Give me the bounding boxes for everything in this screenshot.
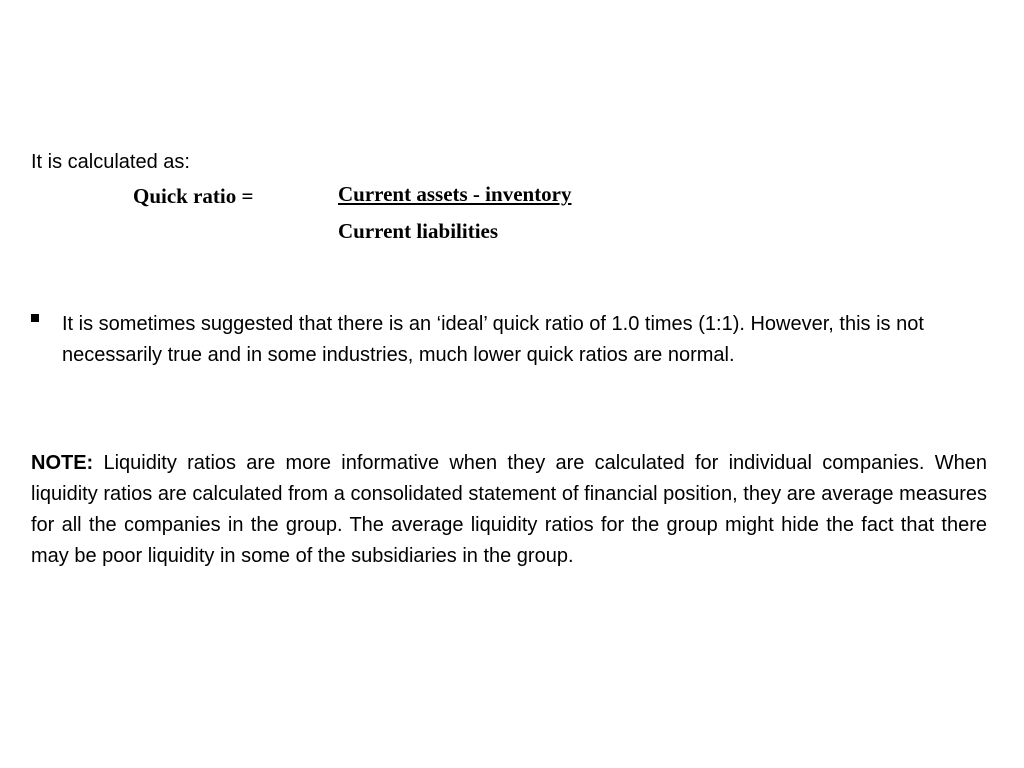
intro-text: It is calculated as: [31,151,190,173]
square-bullet-icon [31,314,39,322]
note-text: Liquidity ratios are more informative when they are calculated for individual companies. When liquidity ratios are calculated from a consolidated statement of financial position, they are average measures for all the companies in the group. The average liquidity ratios for the group might hide the fact that there may be poor liquidity in some of the subsidiaries in the group. [31,452,987,567]
formula-numerator: Current assets - inventory [338,182,572,206]
note-paragraph [31,448,987,572]
bullet-text: It is sometimes suggested that there is an ‘ideal’ quick ratio of 1.0 times (1:1). However, this is not necessarily true and in some industries, much lower quick ratios are normal. [62,313,924,366]
note-label: NOTE: [31,452,94,474]
formula-label: Quick ratio = [133,184,254,208]
formula-denominator: Current liabilities [338,219,499,243]
bullet-item [31,309,981,371]
